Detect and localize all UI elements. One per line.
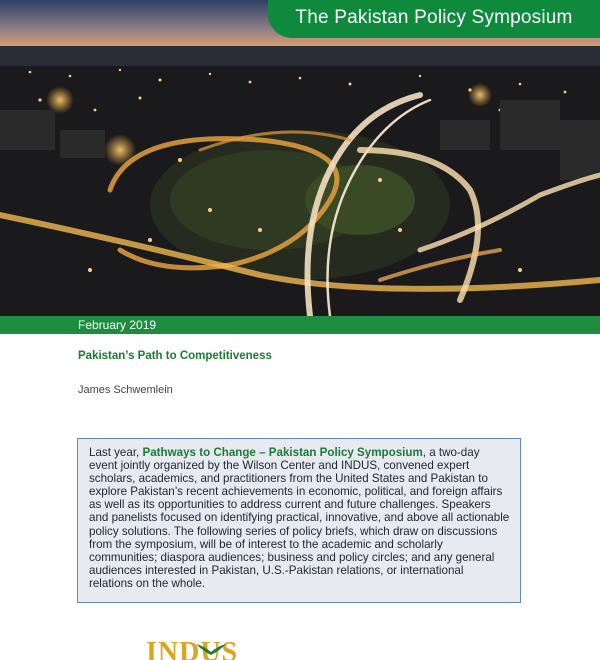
author-name: James Schwemlein — [78, 384, 173, 396]
city-night-illustration — [0, 0, 600, 316]
date-bar — [0, 316, 600, 334]
document-title: Pakistan’s Path to Competitiveness — [78, 350, 272, 362]
event-name-highlight: Pathways to Change – Pakistan Policy Symposium — [142, 446, 423, 459]
summary-text-intro: Last year, — [89, 446, 143, 459]
series-title-banner: The Pakistan Policy Symposium — [268, 0, 600, 38]
summary-box — [77, 438, 521, 603]
bird-emblem-icon — [196, 640, 226, 656]
summary-text-body: , a two-day event jointly organized by the Wilson Center and INDUS, convened expert scholars, academics, and practitioners from the United States and Pakistan to explore Pakistan’s recent achievements in economic, political, and foreign affairs as well as its opportunities to address current and future challenges. Speakers and panelists focused on identifying practical, innovative, and above all actionable policy solutions. The following series of policy briefs, which draw on discussions from the symposium, will be of interest to the academic and scholarly communities; diaspora audiences; business and policy circles; and any general audiences interested in Pakistan, U.S.-Pakistan relations, or international relations on the whole. — [89, 446, 510, 590]
cover-photo-night-interchange — [0, 0, 600, 316]
indus-logo — [146, 638, 238, 660]
publication-date: February 2019 — [78, 318, 157, 332]
indus-logo-text: INDUS — [146, 638, 239, 660]
